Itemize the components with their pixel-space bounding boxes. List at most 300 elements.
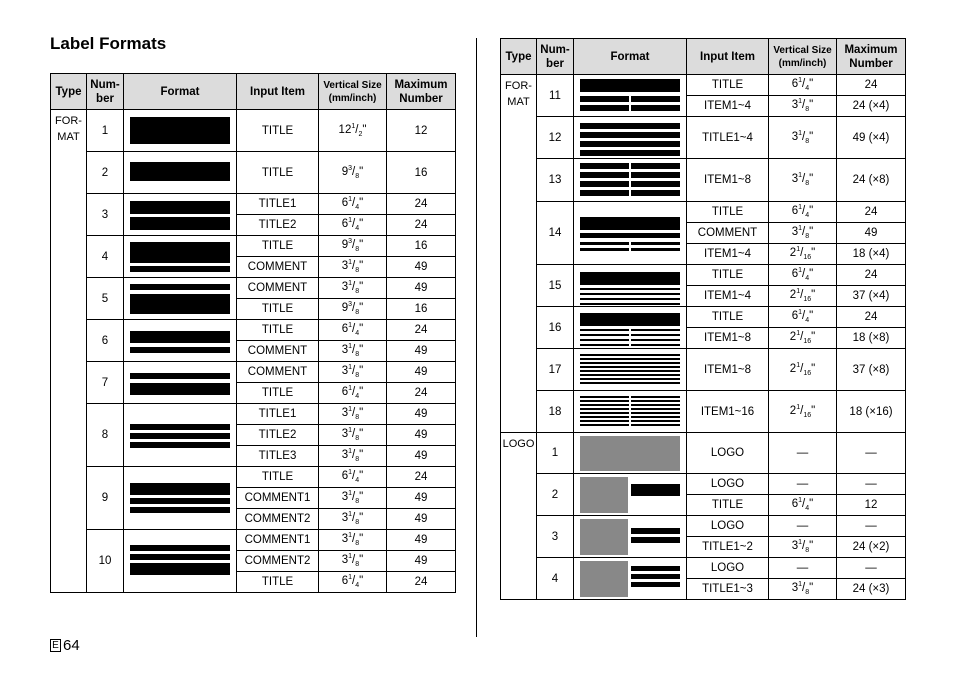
number-cell: 15 <box>537 265 574 307</box>
text-line-bar <box>580 408 629 410</box>
text-line-bar <box>130 117 230 144</box>
text-line-bar <box>130 294 230 314</box>
maximum-number-cell: 49 <box>387 509 456 530</box>
vertical-size-cell: $3^1/_8$" <box>769 96 837 117</box>
text-line-bar <box>631 172 680 178</box>
maximum-number-cell: 49 <box>387 446 456 467</box>
table-row <box>51 362 456 383</box>
vertical-size-cell: $6^1/_4$" <box>319 194 387 215</box>
input-item-cell: TITLE <box>237 152 319 194</box>
text-line-bar <box>130 373 230 379</box>
maximum-number-cell: — <box>837 474 906 495</box>
input-item-cell: TITLE1~4 <box>687 117 769 159</box>
format-cell <box>574 265 687 307</box>
text-line-bar <box>130 331 230 343</box>
format-diagram <box>580 159 680 201</box>
table-row <box>51 110 456 152</box>
number-cell: 4 <box>537 558 574 600</box>
text-line-bar <box>580 163 629 169</box>
input-item-cell: TITLE <box>687 202 769 223</box>
text-line-bar <box>580 370 680 372</box>
format-cell <box>124 404 237 467</box>
text-line-bar <box>580 366 680 368</box>
text-line-bar <box>580 288 680 290</box>
table-row <box>501 516 906 537</box>
vertical-size-cell: $2^1/_{16}$" <box>769 391 837 433</box>
format-cell <box>124 467 237 530</box>
vertical-size-cell: $9^3/_8$" <box>319 152 387 194</box>
vertical-size-cell: $3^1/_8$" <box>319 446 387 467</box>
number-cell: 6 <box>87 320 124 362</box>
page-number <box>50 637 80 654</box>
text-line-bar <box>631 420 680 422</box>
label-formats-table-left <box>50 73 456 593</box>
format-diagram <box>130 467 230 529</box>
text-line-bar <box>580 141 680 147</box>
text-line-bar <box>580 362 680 364</box>
vertical-size-cell: $6^1/_4$" <box>769 495 837 516</box>
maximum-number-cell: 37 (×8) <box>837 349 906 391</box>
number-cell: 7 <box>87 362 124 404</box>
vertical-size-cell: — <box>769 516 837 537</box>
maximum-number-cell: 49 <box>387 551 456 572</box>
text-line-bar <box>580 396 629 398</box>
text-line-bar <box>130 424 230 430</box>
format-diagram <box>580 75 680 116</box>
table-row <box>501 75 906 96</box>
maximum-number-cell: 24 <box>387 572 456 593</box>
vertical-size-cell: $3^1/_8$" <box>319 509 387 530</box>
text-line-bar <box>631 484 680 496</box>
number-cell: 12 <box>537 117 574 159</box>
table-row <box>501 265 906 286</box>
maximum-number-cell: 24 <box>387 467 456 488</box>
number-cell: 2 <box>87 152 124 194</box>
number-cell: 1 <box>87 110 124 152</box>
text-line-bar <box>631 408 680 410</box>
text-line-bar <box>130 442 230 448</box>
table-row <box>501 391 906 433</box>
maximum-number-cell: 24 <box>837 265 906 286</box>
maximum-number-cell: — <box>837 516 906 537</box>
text-line-bar <box>580 293 680 295</box>
input-item-cell: LOGO <box>687 474 769 495</box>
format-diagram <box>580 558 680 599</box>
text-line-bar <box>631 396 680 398</box>
maximum-number-cell: — <box>837 433 906 474</box>
format-cell <box>574 307 687 349</box>
text-line-bar <box>631 528 680 534</box>
input-item-cell: TITLE <box>237 320 319 341</box>
maximum-number-cell: 24 <box>837 307 906 328</box>
format-cell <box>574 349 687 391</box>
type-cell <box>501 75 537 433</box>
text-line-bar <box>130 242 230 263</box>
page-title: Label Formats <box>50 34 167 53</box>
input-item-cell: TITLE1 <box>237 194 319 215</box>
table-row <box>51 152 456 194</box>
input-item-cell: TITLE2 <box>237 215 319 236</box>
table-row <box>501 202 906 223</box>
vertical-size-cell: $9^3/_8$" <box>319 299 387 320</box>
input-item-cell: TITLE1~3 <box>687 579 769 600</box>
type-label: FOR- MAT <box>55 115 82 143</box>
text-line-bar <box>580 424 629 426</box>
text-line-bar <box>631 105 680 111</box>
header-format: Format <box>124 74 237 110</box>
format-diagram <box>580 349 680 390</box>
text-line-bar <box>631 404 680 406</box>
text-line-bar <box>580 334 629 336</box>
header-maximum-number: Maximum Number <box>837 39 906 75</box>
format-diagram <box>580 117 680 158</box>
vertical-size-cell: $3^1/_8$" <box>319 488 387 509</box>
format-cell <box>574 202 687 265</box>
text-line-bar <box>580 96 629 102</box>
input-item-cell: COMMENT <box>237 341 319 362</box>
input-item-cell: TITLE <box>687 75 769 96</box>
text-line-bar <box>631 248 680 251</box>
text-line-bar <box>580 217 680 230</box>
number-cell: 18 <box>537 391 574 433</box>
input-item-cell: ITEM1~8 <box>687 159 769 202</box>
input-item-cell: TITLE3 <box>237 446 319 467</box>
number-cell: 3 <box>537 516 574 558</box>
maximum-number-cell: 18 (×4) <box>837 244 906 265</box>
text-line-bar <box>130 162 230 181</box>
header-input-item: Input Item <box>237 74 319 110</box>
vertical-size-cell: $6^1/_4$" <box>319 467 387 488</box>
number-cell: 17 <box>537 349 574 391</box>
input-item-cell: LOGO <box>687 433 769 474</box>
text-line-bar <box>580 313 680 326</box>
text-line-bar <box>631 412 680 414</box>
number-cell: 8 <box>87 404 124 467</box>
maximum-number-cell: 37 (×4) <box>837 286 906 307</box>
format-cell <box>574 433 687 474</box>
text-line-bar <box>580 303 680 305</box>
text-line-bar <box>580 420 629 422</box>
format-cell <box>124 110 237 152</box>
maximum-number-cell: 16 <box>387 299 456 320</box>
vertical-size-cell: $3^1/_8$" <box>319 362 387 383</box>
text-line-bar <box>580 233 680 238</box>
vertical-size-cell: — <box>769 433 837 474</box>
header-vertical-size: Vertical Size (mm/inch) <box>769 39 837 75</box>
format-diagram <box>580 202 680 264</box>
text-line-bar <box>580 329 629 331</box>
input-item-cell: TITLE <box>237 572 319 593</box>
input-item-cell: ITEM1~8 <box>687 349 769 391</box>
maximum-number-cell: 49 <box>387 278 456 299</box>
format-cell <box>574 159 687 202</box>
text-line-bar <box>580 242 629 245</box>
column-divider <box>476 38 477 637</box>
maximum-number-cell: 24 (×8) <box>837 159 906 202</box>
number-cell: 16 <box>537 307 574 349</box>
header-input-item: Input Item <box>687 39 769 75</box>
format-cell <box>574 474 687 516</box>
text-line-bar <box>631 329 680 331</box>
maximum-number-cell: 12 <box>837 495 906 516</box>
number-cell: 14 <box>537 202 574 265</box>
vertical-size-cell: $6^1/_4$" <box>769 307 837 328</box>
maximum-number-cell: 24 (×2) <box>837 537 906 558</box>
text-line-bar <box>130 563 230 575</box>
input-item-cell: LOGO <box>687 558 769 579</box>
input-item-cell: TITLE <box>237 236 319 257</box>
table-row <box>51 320 456 341</box>
number-cell: 10 <box>87 530 124 593</box>
text-line-bar <box>580 132 680 138</box>
format-diagram <box>130 362 230 403</box>
format-diagram <box>580 307 680 348</box>
maximum-number-cell: 49 (×4) <box>837 117 906 159</box>
maximum-number-cell: 16 <box>387 152 456 194</box>
input-item-cell: TITLE2 <box>237 425 319 446</box>
input-item-cell: TITLE <box>237 110 319 152</box>
vertical-size-cell: $6^1/_4$" <box>319 320 387 341</box>
format-diagram <box>130 194 230 235</box>
format-diagram <box>580 391 680 432</box>
number-cell: 9 <box>87 467 124 530</box>
maximum-number-cell: 24 <box>387 215 456 236</box>
page-number-value: 64 <box>63 637 80 654</box>
text-line-bar <box>580 400 629 402</box>
text-line-bar <box>631 339 680 341</box>
text-line-bar <box>580 354 680 356</box>
maximum-number-cell: 49 <box>387 341 456 362</box>
table-row <box>501 349 906 391</box>
table-row <box>51 467 456 488</box>
text-line-bar <box>580 272 680 285</box>
input-item-cell: TITLE1~2 <box>687 537 769 558</box>
maximum-number-cell: 49 <box>837 223 906 244</box>
text-line-bar <box>580 404 629 406</box>
header-vertical-size: Vertical Size (mm/inch) <box>319 74 387 110</box>
logo-area <box>580 561 628 597</box>
format-diagram <box>580 433 680 473</box>
table-row <box>51 278 456 299</box>
text-line-bar <box>130 433 230 439</box>
text-line-bar <box>580 181 629 187</box>
input-item-cell: COMMENT <box>237 278 319 299</box>
type-label: FOR- MAT <box>505 80 532 108</box>
maximum-number-cell: 18 (×8) <box>837 328 906 349</box>
maximum-number-cell: 24 <box>837 202 906 223</box>
logo-area <box>580 436 680 471</box>
text-line-bar <box>580 412 629 414</box>
format-cell <box>124 236 237 278</box>
input-item-cell: TITLE <box>237 467 319 488</box>
format-cell <box>574 75 687 117</box>
maximum-number-cell: 49 <box>387 425 456 446</box>
vertical-size-cell: — <box>769 474 837 495</box>
vertical-size-cell: $2^1/_{16}$" <box>769 349 837 391</box>
table-row <box>51 236 456 257</box>
vertical-size-cell: $3^1/_8$" <box>319 551 387 572</box>
maximum-number-cell: 49 <box>387 488 456 509</box>
input-item-cell: ITEM1~4 <box>687 286 769 307</box>
text-line-bar <box>580 298 680 300</box>
type-cell <box>51 110 87 593</box>
maximum-number-cell: 24 <box>387 194 456 215</box>
number-cell: 5 <box>87 278 124 320</box>
input-item-cell: COMMENT2 <box>237 509 319 530</box>
text-line-bar <box>631 344 680 346</box>
header-number: Num- ber <box>87 74 124 110</box>
vertical-size-cell: $3^1/_8$" <box>319 404 387 425</box>
vertical-size-cell: $6^1/_4$" <box>319 572 387 593</box>
text-line-bar <box>631 334 680 336</box>
input-item-cell: ITEM1~4 <box>687 96 769 117</box>
maximum-number-cell: 49 <box>387 404 456 425</box>
maximum-number-cell: 49 <box>387 257 456 278</box>
maximum-number-cell: 24 (×3) <box>837 579 906 600</box>
number-cell: 13 <box>537 159 574 202</box>
number-cell: 4 <box>87 236 124 278</box>
header-number: Num- ber <box>537 39 574 75</box>
text-line-bar <box>130 383 230 395</box>
type-cell <box>501 433 537 600</box>
format-diagram <box>130 530 230 592</box>
format-cell <box>574 516 687 558</box>
input-item-cell: ITEM1~8 <box>687 328 769 349</box>
vertical-size-cell: $3^1/_8$" <box>769 159 837 202</box>
number-cell: 1 <box>537 433 574 474</box>
vertical-size-cell: $3^1/_8$" <box>319 278 387 299</box>
vertical-size-cell: $6^1/_4$" <box>319 215 387 236</box>
header-maximum-number: Maximum Number <box>387 74 456 110</box>
input-item-cell: TITLE <box>687 265 769 286</box>
input-item-cell: ITEM1~16 <box>687 391 769 433</box>
number-cell: 11 <box>537 75 574 117</box>
text-line-bar <box>580 344 629 346</box>
format-cell <box>574 391 687 433</box>
format-diagram <box>130 236 230 277</box>
input-item-cell: LOGO <box>687 516 769 537</box>
text-line-bar <box>631 424 680 426</box>
maximum-number-cell: 12 <box>387 110 456 152</box>
table-row <box>501 307 906 328</box>
maximum-number-cell: 49 <box>387 362 456 383</box>
text-line-bar <box>631 574 680 579</box>
text-line-bar <box>130 284 230 290</box>
format-diagram <box>130 404 230 466</box>
text-line-bar <box>580 382 680 384</box>
text-line-bar <box>130 483 230 495</box>
table-row <box>501 117 906 159</box>
maximum-number-cell: 16 <box>387 236 456 257</box>
table-row <box>51 404 456 425</box>
vertical-size-cell: $3^1/_8$" <box>319 257 387 278</box>
vertical-size-cell: $3^1/_8$" <box>769 537 837 558</box>
text-line-bar <box>580 150 680 156</box>
text-line-bar <box>631 96 680 102</box>
vertical-size-cell: $6^1/_4$" <box>319 383 387 404</box>
input-item-cell: COMMENT <box>237 257 319 278</box>
number-cell: 2 <box>537 474 574 516</box>
text-line-bar <box>130 266 230 272</box>
vertical-size-cell: $2^1/_{16}$" <box>769 244 837 265</box>
text-line-bar <box>580 374 680 376</box>
format-diagram <box>130 320 230 361</box>
vertical-size-cell: $2^1/_{16}$" <box>769 286 837 307</box>
vertical-size-cell: $6^1/_4$" <box>769 75 837 96</box>
table-row <box>51 530 456 551</box>
vertical-size-cell: $3^1/_8$" <box>769 223 837 244</box>
input-item-cell: COMMENT1 <box>237 530 319 551</box>
format-cell <box>124 320 237 362</box>
vertical-size-cell: $6^1/_4$" <box>769 202 837 223</box>
number-cell: 3 <box>87 194 124 236</box>
format-cell <box>124 194 237 236</box>
format-cell <box>124 530 237 593</box>
maximum-number-cell: 49 <box>387 530 456 551</box>
text-line-bar <box>631 190 680 196</box>
maximum-number-cell: 24 (×4) <box>837 96 906 117</box>
header-type: Type <box>501 39 537 75</box>
language-marker: E <box>50 639 61 652</box>
vertical-size-cell: $3^1/_8$" <box>319 425 387 446</box>
input-item-cell: TITLE <box>687 307 769 328</box>
maximum-number-cell: 18 (×16) <box>837 391 906 433</box>
table-row <box>501 159 906 202</box>
table-row <box>51 194 456 215</box>
format-diagram <box>580 265 680 306</box>
table-row <box>501 433 906 474</box>
input-item-cell: TITLE <box>237 383 319 404</box>
format-diagram <box>130 110 230 151</box>
text-line-bar <box>631 163 680 169</box>
logo-area <box>580 519 628 555</box>
text-line-bar <box>580 416 629 418</box>
text-line-bar <box>130 347 230 353</box>
format-cell <box>124 152 237 194</box>
type-label: LOGO <box>502 438 535 450</box>
vertical-size-cell: $12^1/_2$" <box>319 110 387 152</box>
input-item-cell: COMMENT2 <box>237 551 319 572</box>
format-cell <box>124 362 237 404</box>
format-diagram <box>130 152 230 193</box>
input-item-cell: COMMENT1 <box>237 488 319 509</box>
text-line-bar <box>580 378 680 380</box>
header-format: Format <box>574 39 687 75</box>
input-item-cell: ITEM1~4 <box>687 244 769 265</box>
maximum-number-cell: — <box>837 558 906 579</box>
text-line-bar <box>130 498 230 504</box>
vertical-size-cell: $3^1/_8$" <box>319 341 387 362</box>
header-type: Type <box>51 74 87 110</box>
format-cell <box>574 558 687 600</box>
text-line-bar <box>130 217 230 230</box>
text-line-bar <box>631 566 680 571</box>
label-formats-table-right <box>500 38 906 600</box>
maximum-number-cell: 24 <box>387 383 456 404</box>
text-line-bar <box>631 537 680 543</box>
input-item-cell: COMMENT <box>237 362 319 383</box>
text-line-bar <box>130 507 230 513</box>
maximum-number-cell: 24 <box>837 75 906 96</box>
input-item-cell: TITLE <box>237 299 319 320</box>
logo-area <box>580 477 628 513</box>
input-item-cell: TITLE1 <box>237 404 319 425</box>
maximum-number-cell: 24 <box>387 320 456 341</box>
table-row <box>501 474 906 495</box>
text-line-bar <box>631 181 680 187</box>
vertical-size-cell: $2^1/_{16}$" <box>769 328 837 349</box>
text-line-bar <box>580 358 680 360</box>
